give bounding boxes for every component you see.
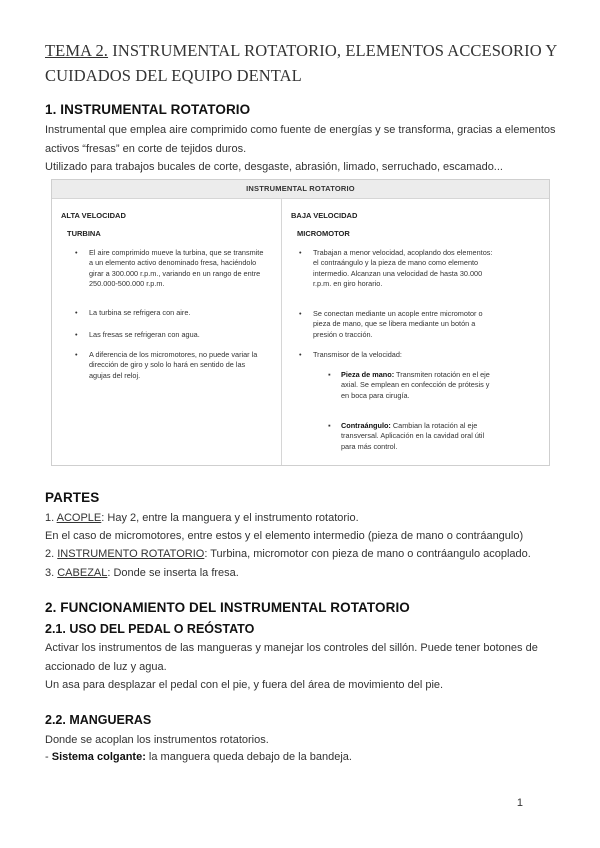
item-number: 2. <box>45 548 58 560</box>
item-text: : Turbina, micromotor con pieza de mano o contráangulo acoplado. <box>204 548 531 560</box>
item-prefix: - <box>45 751 52 763</box>
section-1-heading: 1. INSTRUMENTAL ROTATORIO <box>45 102 251 117</box>
item-number: 1. <box>45 512 57 524</box>
item-label: ACOPLE <box>56 512 102 524</box>
section-2-1-paragraph-1: Activar los instrumentos de las mangueras y manejar los controles del sillón. Puede tener botones de accionado de luz y agua. <box>45 642 538 673</box>
section-1-paragraph-2: Utilizado para trabajos bucales de corte, desgaste, abrasión, limado, serruchado, escamado... <box>45 161 503 173</box>
item-number: 3. <box>45 567 58 579</box>
sub-item-text: Cambian la rotación al eje transversal. Aplicación en la cavidad oral útil para más control. <box>341 421 485 451</box>
table-column-high-speed <box>52 199 280 465</box>
table-column-low-speed <box>281 199 549 465</box>
page-title <box>45 38 560 88</box>
item-label: Sistema colgante: <box>51 751 146 763</box>
list-item: • Se conectan mediante un acople entre micromotor o pieza de mano, que se libera mediante un botón a presión o tracción. <box>313 309 498 340</box>
sub-item-text: Transmiten rotación en el eje axial. Se emplean en confección de prótesis y en boca para cirugía. <box>341 370 490 400</box>
list-item: • Transmisor de la velocidad: <box>313 350 498 360</box>
partes-item-2 <box>45 545 560 564</box>
rotary-instruments-table <box>51 179 550 466</box>
section-2-1-paragraph-2: Un asa para desplazar el pedal con el pie, y fuera del área de movimiento del pie. <box>45 679 444 691</box>
partes-item-3 <box>45 564 560 583</box>
list-item: • A diferencia de los micromotores, no puede variar la dirección de giro y solo lo hará en sentido de las agujas del reloj. <box>89 350 264 381</box>
item-text: : Hay 2, entre la manguera y el instrumento rotatorio. <box>101 512 359 524</box>
list-item: • El aire comprimido mueve la turbina, que se transmite a un elemento activo denominado fresa, haciéndolo girar a 300.000 r.p.m., variando en un rango de entre 250.000-500.000 r.p.m. <box>89 248 264 289</box>
partes-item-1-note: En el caso de micromotores, entre estos y el elemento intermedio (pieza de mano o contráangulo) <box>45 530 524 542</box>
column-heading: BAJA VELOCIDAD <box>291 211 358 220</box>
table-header: INSTRUMENTAL ROTATORIO <box>52 180 549 199</box>
section-2-2-heading: 2.2. MANGUERAS <box>45 713 152 727</box>
section-1-paragraph-1: Instrumental que emplea aire comprimido como fuente de energías y se transforma, gracias a elementos activos “fresas” en corte de tejidos duros. <box>45 124 556 155</box>
column-subheading: TURBINA <box>67 229 101 238</box>
column-heading: ALTA VELOCIDAD <box>61 211 126 220</box>
section-2-1-heading: 2.1. USO DEL PEDAL O REÓSTATO <box>45 622 255 636</box>
list-item: • La turbina se refrigera con aire. <box>89 308 264 318</box>
section-2-heading: 2. FUNCIONAMIENTO DEL INSTRUMENTAL ROTATORIO <box>45 600 410 615</box>
partes-item-1 <box>45 509 560 528</box>
section-2-2-item <box>45 748 560 767</box>
sub-list-item <box>341 370 491 401</box>
page-number: 1 <box>516 797 523 809</box>
item-text: la manguera queda debajo de la bandeja. <box>145 751 352 763</box>
list-item: • Trabajan a menor velocidad, acoplando dos elementos: el contraángulo y la pieza de mano como elemento intermedio. Alcanzan una velocidad de hasta 30.000 r.p.m. en giro horario. <box>313 248 493 289</box>
list-item: • Las fresas se refrigeran con agua. <box>89 330 264 340</box>
title-prefix: TEMA 2. <box>45 41 109 60</box>
partes-heading: PARTES <box>45 490 100 505</box>
sub-list-item <box>341 421 491 452</box>
column-subheading: MICROMOTOR <box>297 229 350 238</box>
item-label: CABEZAL <box>57 567 108 579</box>
section-2-2-paragraph-1: Donde se acoplan los instrumentos rotatorios. <box>45 734 269 746</box>
title-text: INSTRUMENTAL ROTATORIO, ELEMENTOS ACCESORIO Y CUIDADOS DEL EQUIPO DENTAL <box>45 41 557 85</box>
item-text: : Donde se inserta la fresa. <box>107 567 239 579</box>
item-label: INSTRUMENTO ROTATORIO <box>57 548 205 560</box>
sub-item-label: Pieza de mano: <box>341 370 395 379</box>
sub-item-label: Contraángulo: <box>341 421 391 430</box>
